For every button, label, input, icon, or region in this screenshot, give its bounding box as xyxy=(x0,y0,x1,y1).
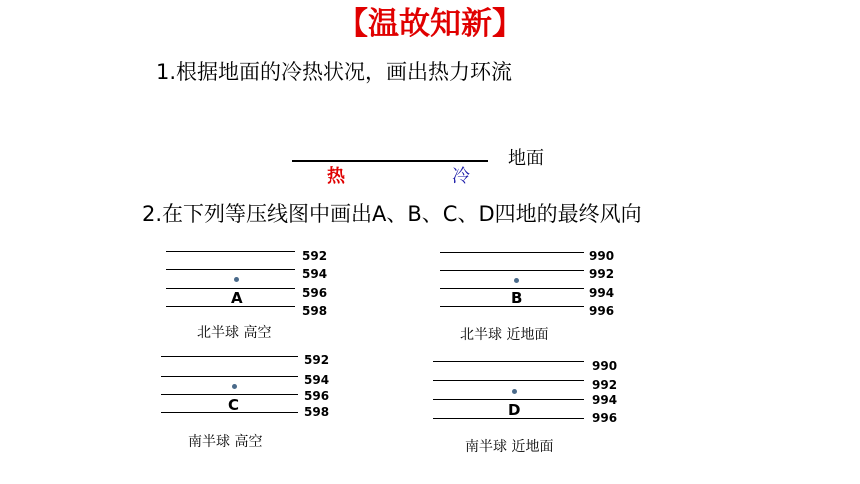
isobar-line xyxy=(161,376,298,377)
cold-label: 冷 xyxy=(452,166,470,187)
point-label-d: D xyxy=(508,401,521,419)
diagram-caption: 北半球 近地面 xyxy=(460,327,549,343)
diagram-caption: 北半球 高空 xyxy=(197,325,272,341)
isobar-value: 992 xyxy=(589,267,615,281)
question-1: 1.根据地面的冷热状况，画出热力环流 xyxy=(156,60,513,84)
isobar-value: 992 xyxy=(592,378,618,392)
point-label-b: B xyxy=(511,289,523,307)
isobar-line xyxy=(433,380,584,381)
diagram-caption: 南半球 近地面 xyxy=(465,439,554,455)
point-marker xyxy=(232,384,237,389)
isobar-value: 996 xyxy=(589,304,615,318)
isobar-value: 996 xyxy=(592,411,618,425)
isobar-line xyxy=(433,399,584,400)
isobar-value: 990 xyxy=(592,359,618,373)
point-marker xyxy=(512,389,517,394)
isobar-line xyxy=(161,356,298,357)
ground-line xyxy=(292,160,488,162)
isobar-value: 594 xyxy=(304,373,330,387)
isobar-value: 598 xyxy=(302,304,328,318)
diagram-caption: 南半球 高空 xyxy=(188,434,263,450)
point-marker xyxy=(514,278,519,283)
isobar-value: 990 xyxy=(589,249,615,263)
isobar-value: 594 xyxy=(302,267,328,281)
isobar-line xyxy=(440,252,584,253)
question-2: 2.在下列等压线图中画出A、B、C、D四地的最终风向 xyxy=(142,202,642,226)
isobar-line xyxy=(166,251,295,252)
page-title: 【温故知新】 xyxy=(337,6,523,42)
isobar-line xyxy=(440,270,584,271)
isobar-value: 596 xyxy=(302,286,328,300)
isobar-value: 598 xyxy=(304,405,330,419)
isobar-line xyxy=(433,361,584,362)
point-label-a: A xyxy=(231,289,243,307)
hot-label: 热 xyxy=(327,166,345,187)
isobar-value: 592 xyxy=(304,353,330,367)
point-label-c: C xyxy=(228,396,240,414)
isobar-value: 994 xyxy=(589,286,615,300)
isobar-line xyxy=(161,394,298,395)
point-marker xyxy=(234,277,239,282)
isobar-value: 592 xyxy=(302,249,328,263)
isobar-value: 994 xyxy=(592,393,618,407)
isobar-line xyxy=(166,269,295,270)
isobar-value: 596 xyxy=(304,389,330,403)
ground-label: 地面 xyxy=(508,148,544,169)
